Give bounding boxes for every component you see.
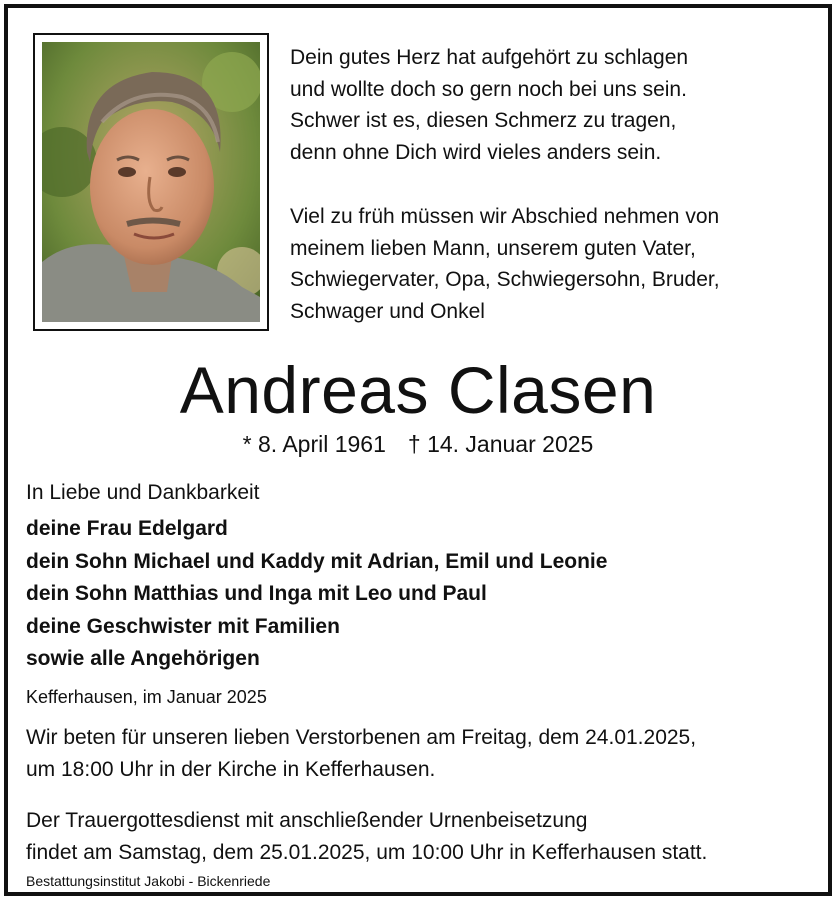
mourners-list: [26, 513, 607, 676]
announcement-line: Schwager und Onkel: [290, 299, 485, 323]
service-notice: [26, 805, 707, 869]
life-dates: [0, 428, 836, 460]
mourners-intro: In Liebe und Dankbarkeit: [26, 481, 260, 504]
service-line: Der Trauergottesdienst mit anschließender Urnenbeisetzung: [26, 809, 588, 832]
funeral-home: Bestattungsinstitut Jakobi - Bickenriede: [26, 873, 271, 889]
prayer-line: Wir beten für unseren lieben Verstorbenen am Freitag, dem 24.01.2025,: [26, 726, 697, 749]
service-line: findet am Samstag, dem 25.01.2025, um 10:00 Uhr in Kefferhausen statt.: [26, 841, 708, 864]
prayer-line: um 18:00 Uhr in der Kirche in Kefferhausen.: [26, 758, 436, 781]
poem-line: denn ohne Dich wird vieles anders sein.: [290, 140, 662, 164]
announcement-line: Viel zu früh müssen wir Abschied nehmen von: [290, 205, 720, 228]
deceased-name: Andreas Clasen: [179, 353, 657, 427]
mourner-line: dein Sohn Matthias und Inga mit Leo und Paul: [26, 582, 487, 605]
prayer-notice: [26, 722, 696, 786]
birth-date: * 8. April 1961: [242, 431, 386, 457]
poem-line: Schwer ist es, diesen Schmerz zu tragen,: [290, 109, 677, 132]
portrait-photo: [42, 42, 260, 322]
portrait-frame: [33, 33, 269, 331]
mourner-line: dein Sohn Michael und Kaddy mit Adrian, Emil und Leonie: [26, 549, 608, 573]
death-date: † 14. Januar 2025: [407, 431, 594, 457]
poem-block: [290, 42, 688, 168]
announcement-block: [290, 201, 720, 327]
portrait-illustration: [42, 42, 260, 322]
place-date: Kefferhausen, im Januar 2025: [26, 687, 267, 707]
poem-line: und wollte doch so gern noch bei uns sein.: [290, 77, 687, 101]
mourner-line: sowie alle Angehörigen: [26, 647, 260, 670]
poem-line: Dein gutes Herz hat aufgehört zu schlagen: [290, 46, 689, 69]
announcement-line: Schwiegervater, Opa, Schwiegersohn, Bruder,: [290, 268, 720, 291]
announcement-line: meinem lieben Mann, unserem guten Vater,: [290, 236, 696, 260]
mourner-line: deine Geschwister mit Familien: [26, 614, 340, 638]
mourner-line: deine Frau Edelgard: [26, 517, 228, 540]
